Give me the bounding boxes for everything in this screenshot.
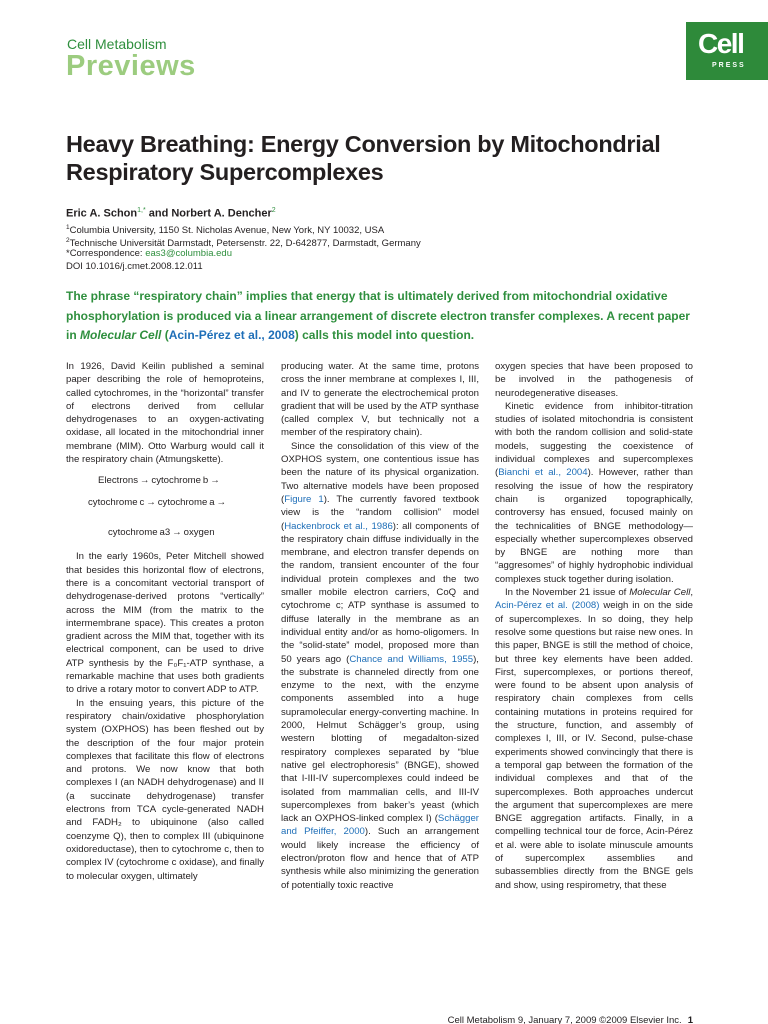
col2-text-b: ). The currently favored textbook view is the “random collision” model ( <box>281 493 479 532</box>
author-1: Eric A. Schon <box>66 207 138 220</box>
col3-text-d: weigh in on the side of supercomplexes. In so doing, they help resolve some questions but raise new ones. In this paper, BNGE is still the method of choice, but three key elements have been added. First, supercomplexes, or portions thereof, were found to be absent upon analysis of respiratory chain complexes from cells containing mutations in proteins required for the structure, function, and assembly of complexes I, III, or IV. Second, pulse-chase experiments showed convincingly that there is a temporal gap between the formation of the individual complexes and that of the supercomplexes. Both approaches undercut the argument that supercomplexes are mere BNGE aggregation artifacts. Finally, in a compelling technical tour de force, Acin-Pérez et al. were able to isolate minuscule amounts of supercomplex assemblies and subassemblies directly from the BNGE gels and show, using respirometry, that these <box>495 600 693 891</box>
col3-text-c: In the November 21 issue of <box>505 587 630 599</box>
abstract-text-1: The phrase “respiratory chain” implies that energy that is ultimately derived from mitochondrial oxidative phosphorylation is produced via a linear arrangement of discrete electron transfer complexes. A recent paper in <box>66 289 690 342</box>
page-footer <box>448 1015 693 1024</box>
col3-text-a: Kinetic evidence from inhibitor-titration studies of isolated mitochondria is consistent with both the random collision and solid-state models, suggesting the coexistence of individual complexes and supercomplexes ( <box>495 400 693 479</box>
col3-paragraph-3 <box>495 586 693 892</box>
col1-paragraph-3: In the ensuing years, this picture of the respiratory chain/oxidative phosphorylation system (OXPHOS) has been fleshed out by the description of the four major protein complexes that facilitate this flow of electrons and protons. We now know that both complexes I (an NADH dehydrogenase) and II (a succinate dehydrogenase) transfer electrons from TCA cycle-generated NADH and FADH₂ to ubiquinone (also called coenzyme Q), then to complex III (ubiquinone oxidoreductase), then to cytochrome c, then to complex IV (cytochrome c oxidase), and finally to molecular oxygen, ultimately <box>66 697 264 882</box>
hackenbrock-citation-link[interactable]: Hackenbrock et al., 1986 <box>284 520 393 532</box>
col3-paragraph-2 <box>495 400 693 586</box>
col2-text-c: ): all components of the respiratory chain diffuse individually in the membrane, and electron transfer depends on the random, transient encounter of the four individual protein complexes and the two smaller mobile electron carriers, CoQ and cytochrome c; ATP synthase is assumed to diffuse laterally in the membrane as an individual entity and/or as homo-oligomers. In the “solid-state” model, proposed more than 50 years ago ( <box>281 520 479 665</box>
col2-paragraph-2 <box>281 440 479 892</box>
author-1-sup: 1,* <box>137 207 146 214</box>
column-3 <box>495 360 693 892</box>
equation-line-3: cytochrome a3 → oxygen <box>108 527 215 539</box>
respiratory-chain-equation <box>66 466 264 550</box>
correspondence-label: *Correspondence: <box>66 248 146 259</box>
schagger-citation-link[interactable]: Schägger and Pfeiffer, 2000 <box>281 813 479 838</box>
author-line <box>66 207 276 220</box>
col1-paragraph-1: In 1926, David Keilin published a seminal paper describing the role of hemoproteins, called cytochromes, in the “horizontal” transfer of electrons derived from cellular dehydrogenases to an oxygen-activating oxidase, all located in the mitochondrial inner membrane (MIM). Otto Warburg would call it the respiratory chain (Atmungskette). <box>66 361 264 466</box>
aff-1-sup: 1 <box>66 224 70 231</box>
col2-text-e: ). Such an arrangement would likely increase the efficiency of electron/proton flow and hence that of ATP synthesis while also minimizing the generation of potentially toxic reactive <box>281 826 479 891</box>
aff-1-text: Columbia University, 1150 St. Nicholas Avenue, New York, NY 10032, USA <box>69 225 385 237</box>
logo-word: Cell <box>698 28 744 59</box>
correspondence <box>66 247 232 260</box>
footer-citation: Cell Metabolism 9, January 7, 2009 ©2009 Elsevier Inc. <box>447 1015 682 1024</box>
abstract-paren: ( <box>161 328 169 342</box>
chance-williams-citation-link[interactable]: Chance and Williams, 1955 <box>349 653 474 665</box>
bianchi-citation-link[interactable]: Bianchi et al., 2004 <box>498 467 588 479</box>
equation-line-2: cytochrome c → cytochrome a → <box>88 497 227 509</box>
col3-paragraph-1: oxygen species that have been proposed to be involved in the pathogenesis of neurodegenerative diseases. <box>495 361 693 399</box>
col1-paragraph-2: In the early 1960s, Peter Mitchell showed that besides this horizontal flow of electrons, there is a concomitant vectorial transport of dehydrogenase-derived protons “vertically” across the MIM (from the matrix to the intermembrane space). This creates a proton gradient across the MIM that, together with its electrical component, can be used to drive ATP synthesis by the F₀F₁-ATP synthase, a remarkable machine that uses both gradients to drive a rotary motor to convert ADP to ATP. <box>66 551 264 696</box>
column-2 <box>281 360 479 892</box>
cell-press-logo <box>686 22 768 80</box>
equation-line-1: Electrons → cytochrome b → <box>98 475 220 487</box>
logo-press: PRESS <box>712 62 746 69</box>
abstract-journal: Molecular Cell <box>80 328 162 342</box>
col3-text-b: ). However, rather than resolving the issue of how the respiratory chain is organized topographically, controversy has ensued, focused mainly on the technicalities of BNGE methodology—especially whether supercomplexes observed by BNGE are nothing more than “aggresomes” of highly hydrophobic individual complexes stuck together during isolation. <box>495 467 693 585</box>
article-title: Heavy Breathing: Energy Conversion by Mitochondrial Respiratory Supercomplexes <box>66 131 661 185</box>
page-number: 1 <box>687 1015 693 1024</box>
aff-2-sup: 2 <box>66 237 70 244</box>
author-2: Norbert A. Dencher <box>171 207 272 220</box>
journal-name: Cell Metabolism <box>67 36 167 52</box>
col2-paragraph-1: producing water. At the same time, protons cross the inner membrane at complexes I, III, and IV to generate the electrochemical proton gradient that will be used by the ATP synthase (called complex V, but technically not a member of the respiratory chain). <box>281 361 479 439</box>
abstract-citation-link[interactable]: Acin-Pérez et al., 2008 <box>168 328 295 342</box>
acin-perez-citation-link[interactable]: Acin-Pérez et al. (2008) <box>495 600 600 612</box>
aff-2-text: Technische Universität Darmstadt, Petersenstr. 22, D-642877, Darmstadt, Germany <box>69 238 421 250</box>
abstract <box>66 287 702 346</box>
doi: DOI 10.1016/j.cmet.2008.12.011 <box>66 261 203 272</box>
column-1 <box>66 360 264 883</box>
figure-1-link[interactable]: Figure 1 <box>284 493 324 505</box>
section-label: Previews <box>66 50 196 82</box>
col3-journal: Molecular Cell <box>629 587 691 599</box>
author-and: and <box>145 207 172 220</box>
col2-text-d: ), the substrate is channeled directly from one enzyme to the next, with the enzyme components assembled into a huge supramolecular energy-converting machine. In 2000, Helmut Schägger’s group, using western blotting of megadalton-sized respiratory complexes separated by “blue native gel electrophoresis” (BNGE), showed that I-III-IV supercomplexes could indeed be isolated from mammalian cells, and III-IV supercomplexes from baker’s yeast (which lack an OXPHOS-linked complex I) ( <box>281 653 479 825</box>
col2-text-a: Since the consolidation of this view of the OXPHOS system, one contentious issue has been the nature of its physical organization. Two alternative models have been proposed ( <box>281 440 479 505</box>
author-2-sup: 2 <box>271 207 276 214</box>
email-link[interactable]: eas3@columbia.edu <box>145 248 232 259</box>
col3-comma: , <box>690 587 694 599</box>
abstract-text-2: ) calls this model into question. <box>294 328 475 342</box>
